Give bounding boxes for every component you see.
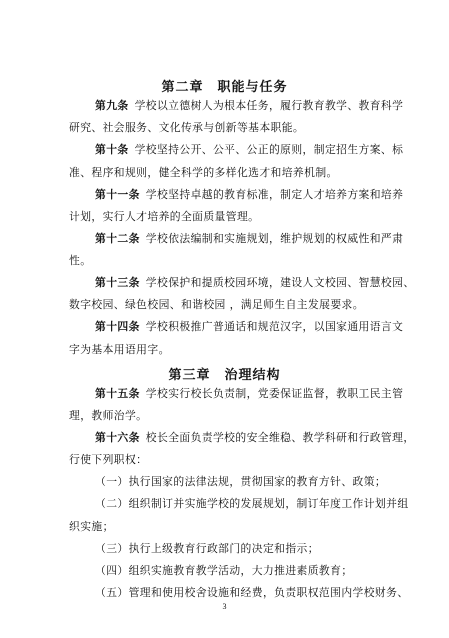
article-11-number: 第十一条 — [95, 188, 140, 201]
article-9-text: 学校以立德树人为根本任务，履行教育教学、教育科学 — [134, 99, 404, 112]
article-9-line-1 — [95, 98, 403, 113]
list-item-continuation: 织实施； — [69, 520, 114, 533]
list-item: （三）执行上级教育行政部门的决定和指示； — [95, 542, 319, 555]
article-9-line-2: 研究、社会服务、文化传承与创新等基本职能。 — [69, 121, 305, 134]
article-11-line-1 — [95, 187, 403, 202]
article-14-text: 学校积极推广普通话和规范汉字，以国家通用语言文 — [145, 320, 404, 333]
article-16-line-2: 行使下列职权： — [69, 453, 148, 466]
article-16-text: 校长全面负责学校的安全维稳、教学科研和行政管理， — [145, 431, 415, 444]
article-9-number: 第九条 — [95, 99, 129, 112]
article-12-number: 第十二条 — [95, 232, 140, 245]
article-15-text: 学校实行校长负责制，党委保证监督，教职工民主管 — [145, 387, 404, 400]
article-14-number: 第十四条 — [95, 320, 140, 333]
article-15-line-1 — [95, 386, 403, 401]
article-16-number: 第十六条 — [95, 431, 140, 444]
list-item: （二）组织制订并实施学校的发展规划，制订年度工作计划并组 — [95, 497, 409, 510]
article-13-line-1 — [95, 275, 415, 290]
article-13-line-2: 数字校园、绿色校园、和谐校园 ，满足师生自主发展要求。 — [69, 298, 364, 311]
article-10-text: 学校坚持公开、公平、公正的原则，制定招生方案、标 — [134, 143, 404, 156]
article-12-text: 学校依法编制和实施规划，维护规划的权威性和严肃 — [145, 232, 404, 245]
article-13-text: 学校保护和提质校园环境，建设人文校园、智慧校园、 — [145, 276, 415, 289]
list-item: （一）执行国家的法律法规，贯彻国家的教育方针、政策； — [95, 475, 387, 488]
article-12-line-2: 性。 — [69, 254, 92, 267]
article-14-line-2: 字为基本用语用字。 — [69, 343, 170, 356]
page-number: 3 — [222, 602, 227, 611]
article-12-line-1 — [95, 231, 403, 246]
article-11-text: 学校坚持卓越的教育标准，制定人才培养方案和培养 — [145, 188, 404, 201]
list-item: （四）组织实施教育教学活动，大力推进素质教育； — [95, 564, 353, 577]
chapter-3-heading: 第三章 治理结构 — [168, 368, 281, 383]
chapter-2-heading: 第二章 职能与任务 — [161, 80, 288, 95]
article-10-line-2: 准、程序和规则，健全科学的多样化选才和培养机制。 — [69, 166, 338, 179]
article-16-line-1 — [95, 430, 415, 445]
article-15-line-2: 理，教师治学。 — [69, 409, 148, 422]
article-10-number: 第十条 — [95, 143, 129, 156]
article-13-number: 第十三条 — [95, 276, 140, 289]
article-15-number: 第十五条 — [95, 387, 140, 400]
article-14-line-1 — [95, 319, 403, 334]
article-10-line-1 — [95, 142, 403, 157]
list-item: （五）管理和使用校舍设施和经费，负责职权范围内学校财务、 — [95, 586, 409, 599]
article-11-line-2: 计划，实行人才培养的全面质量管理。 — [69, 210, 260, 223]
